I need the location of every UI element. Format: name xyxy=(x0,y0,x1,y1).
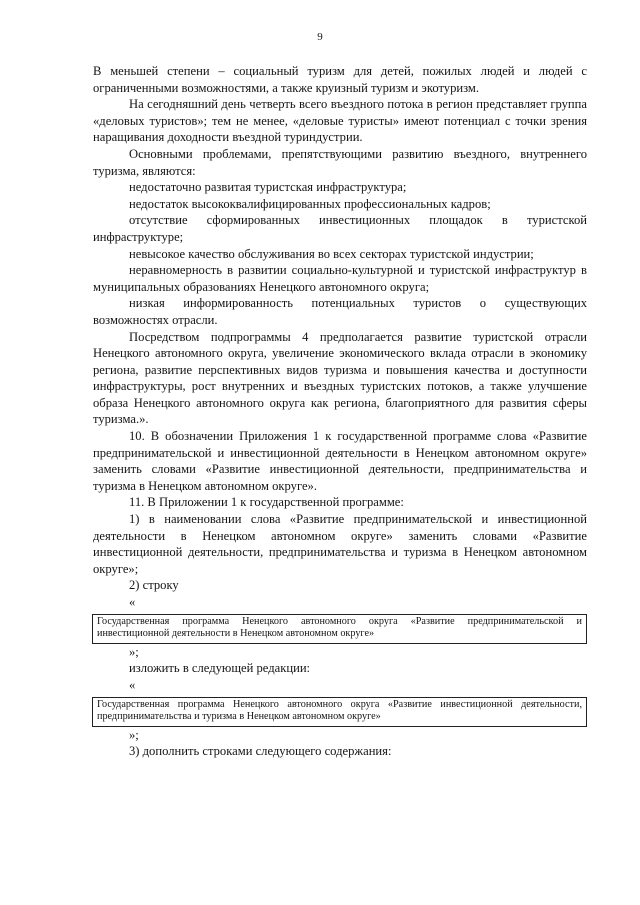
paragraph: 11. В Приложении 1 к государственной программе: xyxy=(129,495,404,510)
paragraph: Посредством подпрограммы 4 предполагается развитие туристской отрасли Ненецкого автономного округа, увеличение экономического вклада отрасли в экономику региона, развитие перспективных видов туризма и повышения качества и доступности инфраструктуры, рост внутренних и въездных туристских потоков, а также улучшение образа Ненецкого автономного округа как региона, благоприятного для развития сферы туризма.». xyxy=(93,329,587,427)
list-item: недостаток высококвалифицированных профессиональных кадров; xyxy=(129,196,491,211)
paragraph: 10. В обозначении Приложения 1 к государственной программе слова «Развитие предпринимательской и инвестиционной деятельности в Ненецком автономном округе» заменить словами «Развитие инвестиционной деятельности, предпринимательства и туризма в Ненецком автономном округе». xyxy=(93,429,587,493)
opening-quote: « xyxy=(129,677,136,692)
paragraph: На сегодняшний день четверть всего въездного потока в регион представляет группа «деловых туристов»; тем не менее, «деловые туристы» имеют потенциал с точки зрения наращивания доходности въездной туриндустрии. xyxy=(93,97,587,145)
opening-quote: « xyxy=(129,595,136,609)
paragraph: 2) строку xyxy=(129,578,179,593)
old-row-box: Государственная программа Ненецкого автономного округа «Развитие предпринимательской и инвестиционной деятельности в Ненецком автономном округе» xyxy=(92,614,587,644)
paragraph: Основными проблемами, препятствующими развитию въездного, внутреннего туризма, являются: xyxy=(93,146,587,178)
replace-phrase: изложить в следующей редакции: xyxy=(129,661,311,676)
list-item: неравномерность в развитии социально-культурной и туристской инфраструктур в муниципальных образованиях Ненецкого автономного округа; xyxy=(93,263,587,294)
new-row-box: Государственная программа Ненецкого автономного округа «Развитие инвестиционной деятельности, предпринимательства и туризма в Ненецком автономном округе» xyxy=(92,697,587,727)
list-item: недостаточно развитая туристская инфраструктура; xyxy=(129,180,407,195)
page-number: 9 xyxy=(317,31,323,43)
paragraph: 1) в наименовании слова «Развитие предпринимательской и инвестиционной деятельности в Ненецком автономном округе» заменить словами «Развитие инвестиционной деятельности, предпринимательства и туризма в Ненецком автономном округе»; xyxy=(93,512,587,576)
list-item: отсутствие сформированных инвестиционных площадок в туристской инфраструктуре; xyxy=(93,213,587,244)
list-item: низкая информированность потенциальных туристов о существующих возможностях отрасли. xyxy=(93,296,587,327)
closing-quote: »; xyxy=(129,727,139,742)
body-text xyxy=(93,63,587,760)
closing-quote: »; xyxy=(129,644,139,659)
paragraph: 3) дополнить строками следующего содержания: xyxy=(129,744,392,759)
list-item: невысокое качество обслуживания во всех секторах туристской индустрии; xyxy=(129,246,534,261)
paragraph: В меньшей степени – социальный туризм для детей, пожилых людей и людей с ограниченными возможностями, а также круизный туризм и экотуризм. xyxy=(93,64,587,95)
